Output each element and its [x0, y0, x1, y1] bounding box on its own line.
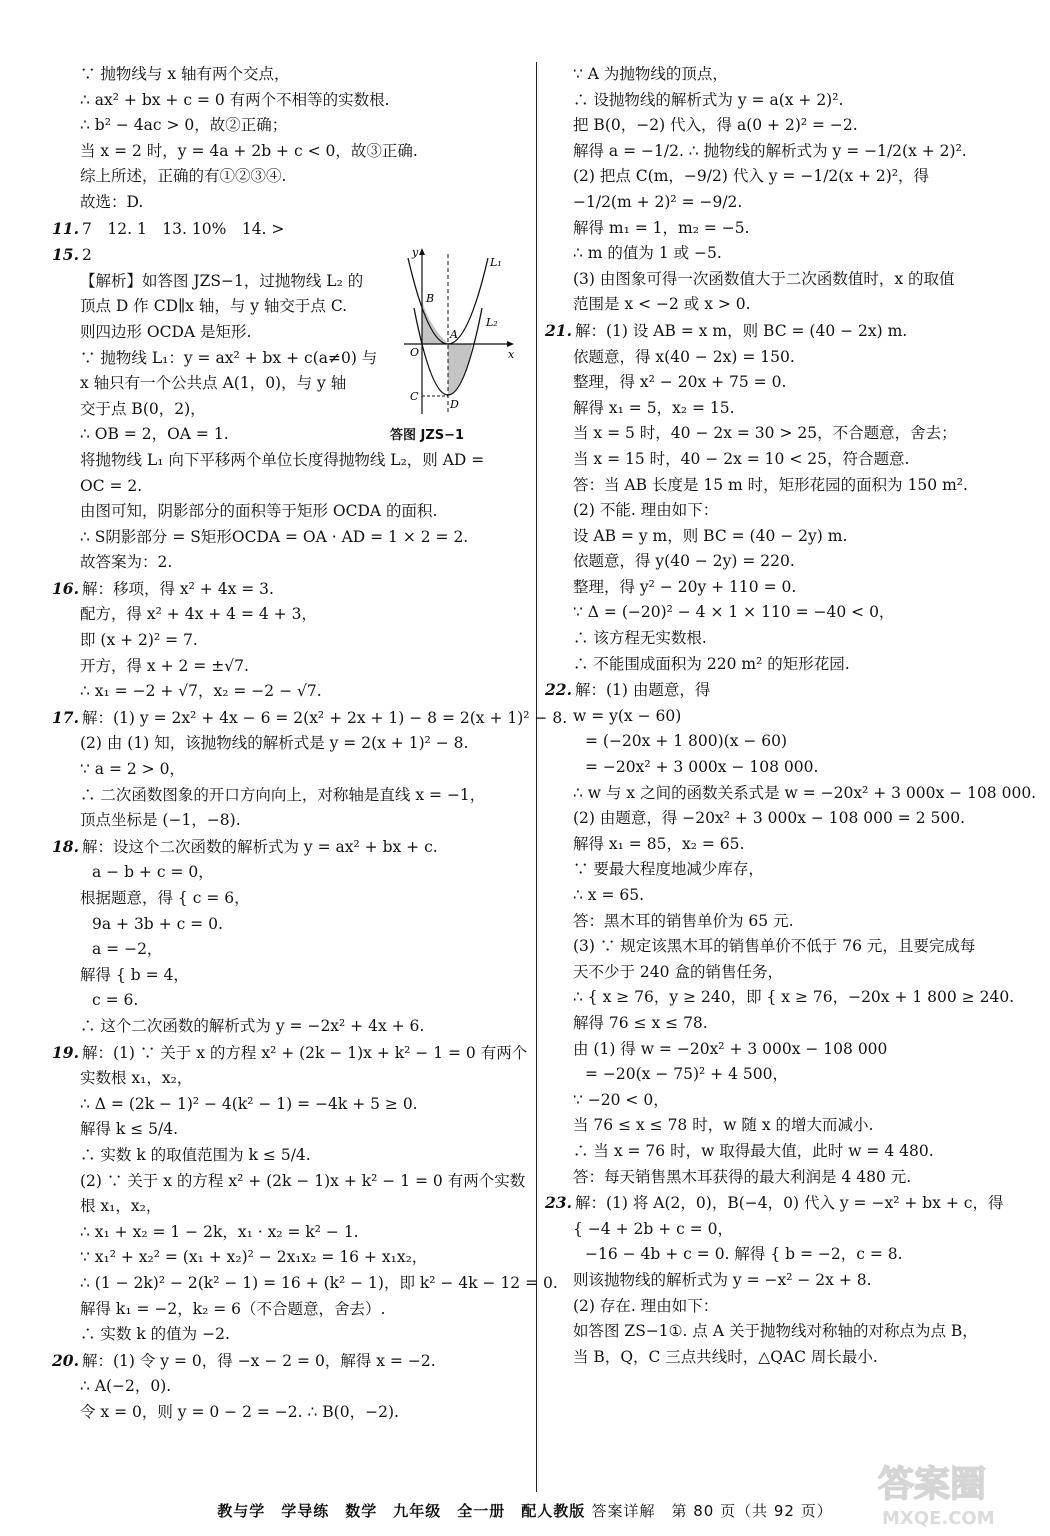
line-text: ∴ 不能围成面积为 220 m² 的矩形花园. — [573, 654, 850, 673]
answer-line — [545, 1217, 1015, 1243]
answer-line — [545, 755, 1015, 781]
line-text: (2) 把点 C(m，−9/2) 代入 y = −1/2(x + 2)²，得 — [573, 167, 930, 186]
line-text: 解：(1) y = 2x² + 4x − 6 = 2(x² + 2x + 1) − 8 = 2(x + 1)² − 8. — [82, 708, 568, 727]
line-text: ∵ A 为抛物线的顶点， — [573, 65, 728, 83]
line-text: ∵ 要最大程度地减少库存， — [573, 860, 764, 879]
answer-line — [52, 679, 530, 705]
line-text: (2) 不能. 理由如下： — [573, 501, 719, 520]
answer-line — [52, 371, 420, 397]
line-text: ∴ { x ≥ 76，y ≥ 240，即 { x ≥ 76，−20x + 1 800 ≥ 240. — [573, 988, 1015, 1007]
line-text: −16 − 4b + c = 0. 解得 { b = −2，c = 8. — [585, 1245, 903, 1264]
answer-line — [545, 729, 1015, 755]
label-a: A — [450, 328, 458, 341]
line-text: 答：每天销售黑木耳获得的最大利润是 4 480 元. — [573, 1167, 912, 1186]
line-text: 设 AB = y m，则 BC = (40 − 2y) m. — [573, 526, 848, 545]
answer-line — [545, 216, 1015, 242]
line-text: 解得 { b = 4， — [80, 965, 189, 984]
line-text: 当 B，Q，C 三点共线时，△QAC 周长最小. — [573, 1347, 878, 1366]
line-text: 答：当 AB 长度是 15 m 时，矩形花园的面积为 150 m². — [573, 475, 968, 494]
answer-line — [52, 988, 530, 1014]
line-text: 故答案为：2. — [80, 553, 173, 572]
question-number: 16. — [52, 578, 79, 598]
answer-line — [52, 937, 530, 963]
line-text: = −20(x − 75)² + 4 500， — [585, 1065, 788, 1084]
line-text: 实数根 x₁，x₂， — [80, 1069, 193, 1088]
question-number: 11. — [52, 218, 79, 238]
line-text: ∴ 实数 k 的取值范围为 k ≤ 5/4. — [80, 1145, 311, 1164]
line-text: ∵ 抛物线 L₁：y = ax² + bx + c(a≠0) 与 — [80, 348, 378, 367]
answer-line — [52, 448, 530, 474]
line-text: 解得 76 ≤ x ≤ 78. — [573, 1013, 708, 1032]
line-text: ∴ x₁ = −2 + √7，x₂ = −2 − √7. — [80, 682, 322, 701]
footer-book-title: 教与学 学导练 数学 九年级 全一册 配人教版 — [217, 1502, 586, 1520]
answer-line — [52, 963, 530, 989]
answer-line — [545, 345, 1015, 371]
line-text: ∴ A(−2，0). — [80, 1377, 172, 1396]
line-text: 天不少于 240 盒的销售任务， — [573, 962, 783, 981]
answer-line — [52, 731, 530, 757]
line-text: ∴ x = 65. — [573, 886, 645, 904]
answer-line — [545, 241, 1015, 267]
line-text: 答：黑木耳的销售单价为 65 元. — [573, 911, 794, 930]
answer-line — [545, 781, 1037, 807]
label-d: D — [450, 398, 459, 411]
answer-line — [52, 550, 530, 576]
answer-line — [52, 1014, 530, 1040]
answer-line — [545, 652, 1015, 678]
figure-caption: 答图 JZS−1 — [390, 428, 465, 443]
parabola-figure — [400, 244, 520, 424]
answer-line — [545, 626, 1015, 652]
line-text: ∴ 实数 k 的值为 −2. — [80, 1325, 230, 1344]
line-text: (2) 存在. 理由如下： — [573, 1296, 719, 1315]
answer-line — [545, 883, 1015, 909]
line-text: 当 x = 5 时，40 − 2x = 30 > 25，不合题意，舍去； — [573, 424, 957, 443]
answer-line — [52, 1374, 530, 1400]
line-text: ∵ Δ = (−20)² − 4 × 1 × 110 = −40 < 0， — [573, 603, 895, 622]
answer-line — [545, 600, 1015, 626]
answer-line — [52, 1400, 530, 1426]
question-line — [52, 216, 530, 243]
answer-line — [545, 88, 1015, 114]
line-text: 解：(1) 设 AB = x m，则 BC = (40 − 2x) m. — [575, 321, 908, 340]
line-text: ∵ x₁² + x₂² = (x₁ + x₂)² − 2x₁x₂ = 16 + x₁x₂， — [80, 1248, 428, 1267]
line-text: a − b + c = 0， — [92, 863, 214, 882]
answer-line — [52, 190, 530, 216]
line-text: (3) 由图象可得一次函数值大于二次函数值时，x 的取值 — [573, 269, 955, 288]
line-text: ∴ 设抛物线的解析式为 y = a(x + 2)². — [573, 90, 844, 109]
line-text: 整理，得 x² − 20x + 75 = 0. — [573, 373, 787, 392]
line-text: 顶点 D 作 CD∥x 轴，与 y 轴交于点 C. — [80, 297, 348, 316]
line-text: ∵ 抛物线与 x 轴有两个交点， — [80, 65, 290, 83]
line-text: ∴ 该方程无实数根. — [573, 629, 707, 648]
question-line — [52, 834, 530, 861]
line-text: c = 6. — [92, 991, 139, 1010]
answer-line — [52, 1271, 558, 1297]
line-text: ∴ OB = 2，OA = 1. — [80, 425, 229, 444]
answer-line — [52, 499, 530, 525]
line-text: 根据题意，得 { c = 6， — [80, 889, 250, 907]
shaded-region-right — [448, 344, 472, 396]
line-text: (2) 由 (1) 知，该抛物线的解析式是 y = 2(x + 1)² − 8. — [80, 734, 469, 753]
question-line — [52, 576, 530, 603]
line-text: 则该抛物线的解析式为 y = −x² − 2x + 8. — [573, 1270, 872, 1289]
line-text: 解得 k ≤ 5/4. — [80, 1120, 179, 1139]
line-text: a = −2， — [92, 940, 163, 959]
answer-line — [52, 1245, 530, 1271]
answer-line — [545, 704, 1015, 730]
answer-line — [545, 1011, 1015, 1037]
label-c: C — [410, 390, 419, 403]
answer-line — [52, 139, 530, 165]
answer-line — [52, 320, 420, 346]
question-number: 17. — [52, 707, 79, 727]
answer-line — [545, 421, 1015, 447]
answer-line — [545, 396, 1015, 422]
question-number: 18. — [52, 836, 79, 856]
answer-line — [545, 960, 1015, 986]
line-text: ∵ a = 2 > 0， — [80, 760, 185, 779]
line-text: 当 76 ≤ x ≤ 78 时，w 随 x 的增大而减小. — [573, 1116, 874, 1135]
line-text: (2) 由题意，得 −20x² + 3 000x − 108 000 = 2 500. — [573, 809, 966, 828]
watermark-logo — [872, 1454, 1032, 1530]
line-text: ∴ w 与 x 之间的函数关系式是 w = −20x² + 3 000x − 108 000. — [573, 783, 1037, 802]
question-line — [545, 1190, 1015, 1217]
label-o: O — [410, 346, 420, 359]
line-text: 当 x = 2 时，y = 4a + 2b + c < 0，故③正确. — [80, 141, 418, 160]
answer-line — [52, 525, 530, 551]
line-text: 故选：D. — [80, 192, 144, 211]
line-text: ∴ 二次函数图象的开口方向向上，对称轴是直线 x = −1， — [80, 785, 486, 804]
line-text: ∴ 当 x = 76 时，w 取得最大值，此时 w = 4 480. — [573, 1141, 934, 1160]
line-text: 解得 k₁ = −2，k₂ = 6（不合题意，舍去）. — [80, 1299, 386, 1318]
line-text: 依题意，得 y(40 − 2y) = 220. — [573, 552, 795, 571]
x-axis-arrow — [507, 341, 514, 347]
answer-line — [52, 757, 530, 783]
line-text: 则四边形 OCDA 是矩形. — [80, 322, 252, 341]
question-number: 19. — [52, 1042, 79, 1062]
answer-line — [52, 886, 530, 912]
line-text: 把 B(0，−2) 代入，得 a(0 + 2)² = −2. — [573, 116, 858, 135]
answer-line — [545, 498, 1015, 524]
answer-line — [52, 62, 530, 88]
line-text: 由 (1) 得 w = −20x² + 3 000x − 108 000 — [573, 1039, 888, 1058]
answer-line — [545, 909, 1015, 935]
answer-line — [52, 113, 530, 139]
line-text: 令 x = 0，则 y = 0 − 2 = −2. ∴ B(0，−2). — [80, 1402, 399, 1421]
question-number: 21. — [545, 320, 572, 340]
answer-line — [545, 113, 1015, 139]
footer-page-number: 答案详解 第 80 页（共 92 页） — [591, 1502, 833, 1520]
answer-line — [52, 1194, 530, 1220]
line-text: 7 12. 1 13. 10% 14. > — [82, 219, 285, 238]
answer-line — [545, 1268, 1015, 1294]
line-text: −1/2(m + 2)² = −9/2. — [573, 192, 743, 211]
label-b: B — [426, 292, 435, 305]
answer-line — [545, 164, 1015, 190]
question-line — [52, 705, 568, 732]
line-text: { −4 + 2b + c = 0， — [573, 1219, 733, 1238]
label-x: x — [508, 348, 515, 361]
line-text: 依题意，得 x(40 − 2x) = 150. — [573, 347, 795, 366]
answer-line — [545, 575, 1015, 601]
line-text: ∵ −20 < 0， — [573, 1090, 669, 1109]
line-text: ∴ 这个二次函数的解析式为 y = −2x² + 4x + 6. — [80, 1016, 425, 1035]
question-number: 23. — [545, 1193, 572, 1213]
answer-line — [545, 549, 1015, 575]
line-text: = (−20x + 1 800)(x − 60) — [585, 732, 788, 751]
line-text: w = y(x − 60) — [573, 706, 682, 725]
answer-line — [52, 783, 530, 809]
answer-line — [52, 628, 530, 654]
answer-line — [52, 88, 530, 114]
line-text: 配方，得 x² + 4x + 4 = 4 + 3， — [80, 605, 317, 624]
answer-line — [545, 62, 1015, 88]
question-line — [52, 242, 392, 269]
answer-line — [52, 1297, 530, 1323]
answer-line — [545, 370, 1015, 396]
answer-line — [52, 397, 420, 423]
line-text: 9a + 3b + c = 0. — [92, 914, 223, 933]
line-text: 将抛物线 L₁ 向下平移两个单位长度得抛物线 L₂，则 AD = — [80, 450, 485, 469]
question-number: 22. — [545, 680, 572, 700]
line-text: 解：设这个二次函数的解析式为 y = ax² + bx + c. — [82, 837, 438, 856]
answer-line — [545, 832, 1015, 858]
answer-line — [545, 292, 1015, 318]
answer-line — [545, 985, 1015, 1011]
answer-line — [545, 1088, 1015, 1114]
right-column — [545, 62, 1037, 1370]
line-text: 当 x = 15 时，40 − 2x = 10 < 25，符合题意. — [573, 449, 910, 468]
line-text: 解：移项，得 x² + 4x = 3. — [82, 579, 274, 598]
line-text: 解得 m₁ = 1，m₂ = −5. — [573, 218, 750, 237]
answer-line — [52, 808, 530, 834]
answer-line — [52, 1143, 530, 1169]
label-l1: L₁ — [490, 256, 502, 269]
line-text: 由图可知，阴影部分的面积等于矩形 OCDA 的面积. — [80, 502, 438, 521]
question-line — [52, 1040, 530, 1067]
answer-line — [545, 1062, 1015, 1088]
question-number: 15. — [52, 245, 79, 265]
line-text: ∴ m 的值为 1 或 −5. — [573, 244, 722, 263]
line-text: 2 — [82, 246, 92, 265]
line-text: x 轴只有一个公共点 A(1，0)，与 y 轴 — [80, 374, 347, 393]
line-text: 解得 x₁ = 5，x₂ = 15. — [573, 398, 735, 417]
line-text: 解：(1) 令 y = 0，得 −x − 2 = 0，解得 x = −2. — [82, 1351, 436, 1370]
line-text: 交于点 B(0，2)， — [80, 399, 206, 418]
line-text: (3) ∵ 规定该黑木耳的销售单价不低于 76 元，且要完成每 — [573, 937, 976, 956]
line-text: 综上所述，正确的有①②③④. — [80, 167, 287, 186]
line-text: 顶点坐标是 (−1，−8). — [80, 811, 241, 830]
answer-line — [545, 1165, 1015, 1191]
answer-line — [545, 473, 1015, 499]
answer-line — [545, 1319, 1015, 1345]
answer-line — [545, 267, 1015, 293]
line-text: 解得 a = −1/2. ∴ 抛物线的解析式为 y = −1/2(x + 2)². — [573, 141, 967, 160]
line-text: 【解析】如答图 JZS−1，过抛物线 L₂ 的 — [80, 271, 364, 290]
watermark-url: MXQE.COM — [882, 1508, 995, 1529]
answer-line — [52, 474, 530, 500]
answer-line — [545, 806, 1015, 832]
answer-line — [545, 934, 1015, 960]
answer-line — [52, 860, 530, 886]
line-text: 范围是 x < −2 或 x > 0. — [573, 295, 751, 314]
answer-line — [545, 1345, 1015, 1371]
answer-line — [52, 602, 530, 628]
answer-line — [52, 269, 420, 295]
shaded-region-left — [422, 300, 448, 344]
answer-line — [52, 1169, 530, 1195]
line-text: = −20x² + 3 000x − 108 000. — [585, 758, 819, 777]
question-number: 20. — [52, 1350, 79, 1370]
question-line — [545, 318, 1015, 345]
line-text: 整理，得 y² − 20y + 110 = 0. — [573, 577, 797, 596]
line-text: 即 (x + 2)² = 7. — [80, 631, 198, 650]
answer-line — [52, 346, 420, 372]
question-line — [52, 1348, 530, 1375]
answer-line — [545, 857, 1015, 883]
line-text: ∴ S阴影部分 = S矩形OCDA = OA · AD = 1 × 2 = 2. — [80, 527, 469, 546]
line-text: ∴ (1 − 2k)² − 2(k² − 1) = 16 + (k² − 1)，即 k² − 4k − 12 = 0. — [80, 1273, 558, 1292]
answer-line — [52, 294, 420, 320]
line-text: (2) ∵ 关于 x 的方程 x² + (2k − 1)x + k² − 1 = 0 有两个实数 — [80, 1171, 526, 1190]
line-text: ∴ b² − 4ac > 0，故②正确； — [80, 116, 288, 135]
line-text: 解：(1) 将 A(2，0)，B(−4，0) 代入 y = −x² + bx + c，得 — [575, 1194, 1004, 1213]
line-text: 如答图 ZS−1①. 点 A 关于抛物线对称轴的对称点为点 B， — [573, 1322, 978, 1341]
label-l2: L₂ — [486, 316, 498, 329]
watermark-text: 答案圈 — [878, 1464, 987, 1505]
line-text: ∴ x₁ + x₂ = 1 − 2k，x₁ · x₂ = k² − 1. — [80, 1222, 359, 1241]
line-text: 根 x₁，x₂， — [80, 1197, 162, 1216]
line-text: 解：(1) 由题意，得 — [575, 681, 711, 700]
answer-line — [52, 1220, 530, 1246]
y-axis-arrow — [419, 248, 425, 255]
answer-line — [545, 1294, 1015, 1320]
answer-line — [545, 1037, 1015, 1063]
answer-line — [52, 1322, 530, 1348]
answer-line — [545, 1139, 1015, 1165]
line-text: 解：(1) ∵ 关于 x 的方程 x² + (2k − 1)x + k² − 1 = 0 有两个 — [82, 1043, 528, 1062]
answer-line — [52, 912, 530, 938]
label-y: y — [412, 246, 419, 259]
answer-line — [545, 1113, 1015, 1139]
answer-line — [545, 447, 1015, 473]
answer-line — [52, 422, 420, 448]
answer-line — [545, 190, 1015, 216]
line-text: ∴ Δ = (2k − 1)² − 4(k² − 1) = −4k + 5 ≥ 0. — [80, 1094, 418, 1113]
answer-line — [52, 654, 530, 680]
answer-line — [52, 1066, 530, 1092]
line-text: OC = 2. — [80, 476, 143, 495]
answer-line — [52, 1117, 530, 1143]
line-text: ∴ ax² + bx + c = 0 有两个不相等的实数根. — [80, 90, 390, 109]
line-text: 开方，得 x + 2 = ±√7. — [80, 656, 249, 675]
answer-line — [545, 524, 1015, 550]
answer-line — [52, 1092, 530, 1118]
answer-line — [545, 1242, 1015, 1268]
answer-line — [52, 164, 530, 190]
answer-line — [545, 139, 1015, 165]
line-text: 解得 x₁ = 85，x₂ = 65. — [573, 834, 745, 853]
question-line — [545, 677, 1015, 704]
